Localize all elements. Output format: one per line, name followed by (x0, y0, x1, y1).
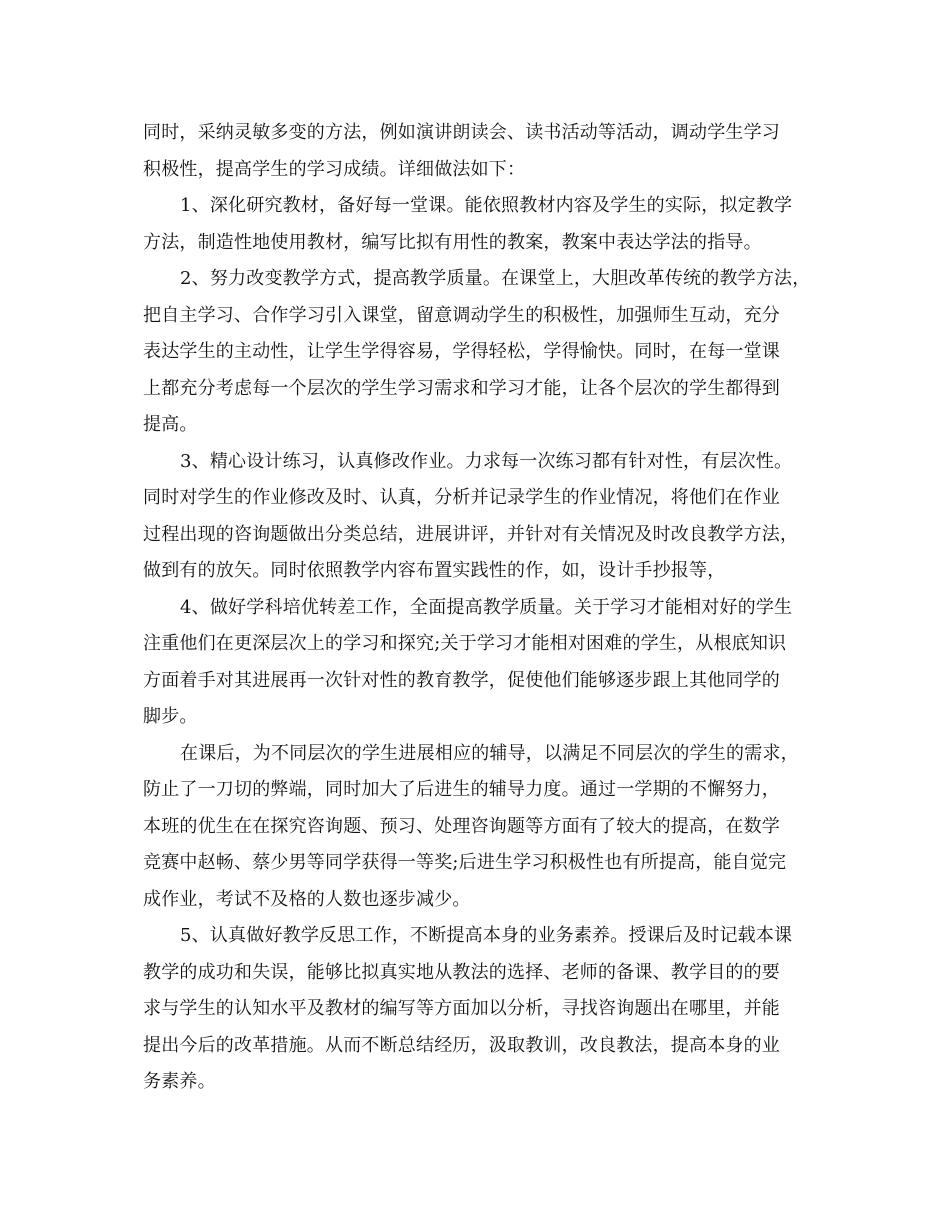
text-line: 提高。 (143, 414, 198, 435)
text-line: 提出今后的改革措施。从而不断总结经历，汲取教训，改良教法，提高本身的业 (143, 1034, 780, 1056)
text-line: 本班的优生在在探究咨询题、预习、处理咨询题等方面有了较大的提高，在数学 (143, 815, 780, 837)
text-line: 2、努力改变教学方式，提高教学质量。在课堂上，大胆改革传统的教学方法， (180, 268, 811, 289)
text-line: 成作业，考试不及格的人数也逐步减少。 (143, 888, 471, 910)
document-body (143, 115, 813, 1101)
text-line: 教学的成功和失误，能够比拟真实地从教法的选择、老师的备课、教学目的的要 (143, 961, 780, 983)
text-line: 方法，制造性地使用教材，编写比拟有用性的教案，教案中表达学法的指导。 (143, 231, 762, 253)
text-line: 3、精心设计练习，认真修改作业。力求每一次练习都有针对性，有层次性。 (180, 450, 793, 472)
text-line: 竞赛中赵畅、蔡少男等同学获得一等奖;后进生学习积极性也有所提高，能自觉完 (143, 852, 787, 873)
text-line: 1、深化研究教材，备好每一堂课。能依照教材内容及学生的实际，拟定教学 (180, 195, 793, 216)
text-line: 做到有的放矢。同时依照教学内容布置实践性的作，如，设计手抄报等， (143, 560, 726, 581)
text-line: 表达学生的主动性，让学生学得容易，学得轻松，学得愉快。同时，在每一堂课 (143, 341, 780, 362)
text-line: 把自主学习、合作学习引入课堂，留意调动学生的积极性，加强师生互动，充分 (143, 304, 780, 326)
text-line: 在课后，为不同层次的学生进展相应的辅导，以满足不同层次的学生的需求， (180, 742, 799, 764)
text-line: 脚步。 (143, 706, 198, 727)
text-line: 5、认真做好教学反思工作，不断提高本身的业务素养。授课后及时记载本课 (180, 925, 793, 946)
text-line: 防止了一刀切的弊端，同时加大了后进生的辅导力度。通过一学期的不懈努力， (143, 779, 780, 800)
text-line: 上都充分考虑每一个层次的学生学习需求和学习才能，让各个层次的学生都得到 (143, 377, 780, 399)
text-line: 过程出现的咨询题做出分类总结，进展讲评，并针对有关情况及时改良教学方法， (143, 523, 799, 545)
text-line: 4、做好学科培优转差工作，全面提高教学质量。关于学习才能相对好的学生 (180, 596, 793, 618)
text-line: 注重他们在更深层次上的学习和探究;关于学习才能相对困难的学生，从根底知识 (143, 633, 787, 654)
text-line: 同时，采纳灵敏多变的方法，例如演讲朗读会、读书活动等活动，调动学生学习 (143, 122, 780, 143)
text-line: 积极性，提高学生的学习成绩。详细做法如下： (143, 158, 526, 180)
text-line: 务素养。 (143, 1071, 216, 1092)
text-line: 方面着手对其进展再一次针对性的教育教学，促使他们能够逐步跟上其他同学的 (143, 669, 780, 691)
text-line: 同时对学生的作业修改及时、认真，分析并记录学生的作业情况，将他们在作业 (143, 487, 780, 508)
text-line: 求与学生的认知水平及教材的编写等方面加以分析，寻找咨询题出在哪里，并能 (143, 998, 780, 1019)
